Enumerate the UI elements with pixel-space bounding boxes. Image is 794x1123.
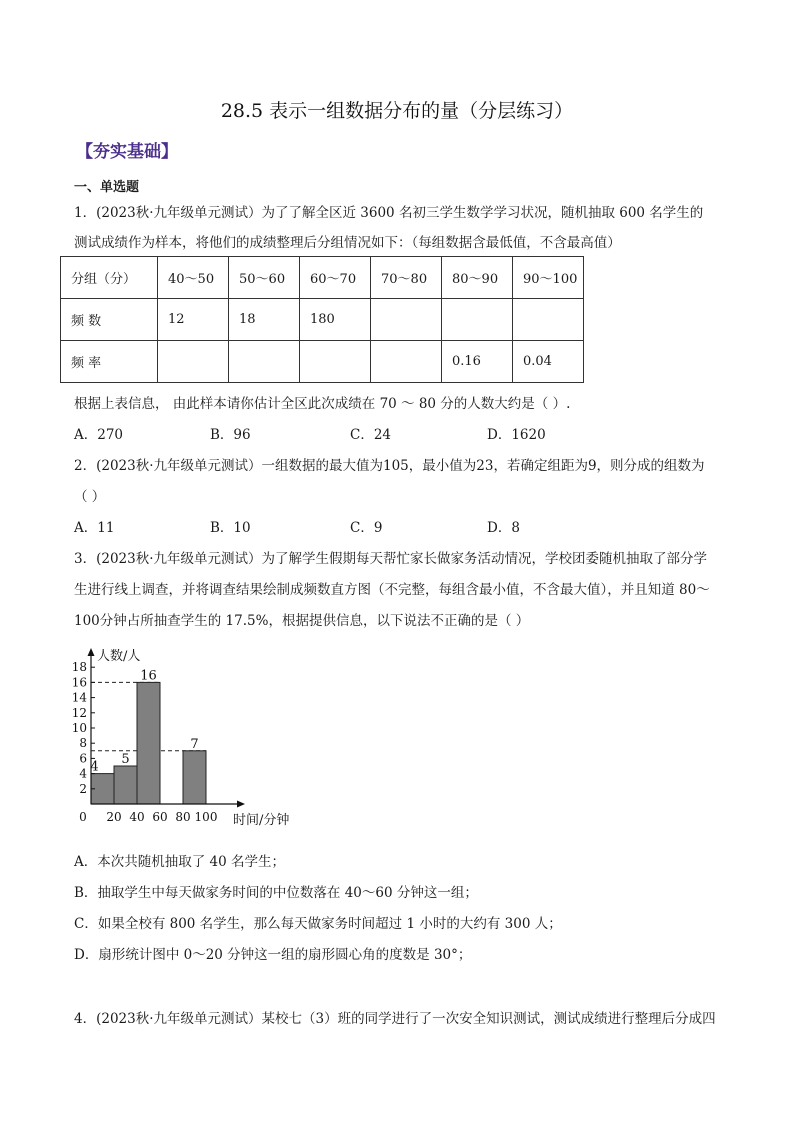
table-cell: 0.04 xyxy=(513,341,584,383)
q1-option-a: A．270 xyxy=(74,427,124,443)
table-cell: 70～80 xyxy=(371,257,442,299)
table-cell xyxy=(371,341,442,383)
x-tick-label: 20 xyxy=(106,810,122,824)
x-axis-title: 时间/分钟 xyxy=(233,813,290,828)
q3-option-c: C．如果全校有 800 名学生，那么每天做家务时间超过 1 小时的大约有 300 人； xyxy=(74,916,562,932)
q1-text-line-3: 根据上表信息， 由此样本请你估计全区此次成绩在 70 ～ 80 分的人数大约是（ ）. xyxy=(74,396,571,412)
subsection-heading: 一、单选题 xyxy=(74,180,140,195)
table-cell: 分组（分） xyxy=(61,257,158,299)
y-tick-label: 4 xyxy=(79,766,87,781)
table-cell xyxy=(442,299,513,341)
q3-text-line-3: 100分钟占所抽查学生的 17.5%，根据提供信息，以下说法不正确的是（ ） xyxy=(74,613,530,629)
y-tick-label: 2 xyxy=(79,781,87,796)
q3-option-b: B．抽取学生中每天做家务时间的中位数落在 40～60 分钟这一组； xyxy=(74,885,478,901)
bar-data-label: 5 xyxy=(121,752,130,767)
y-tick-label: 18 xyxy=(71,660,87,675)
table-cell: 18 xyxy=(229,299,300,341)
y-tick-label: 14 xyxy=(71,690,87,705)
table-cell xyxy=(513,299,584,341)
x-axis-arrow xyxy=(237,801,245,808)
histogram-bar xyxy=(137,682,160,804)
table-cell: 12 xyxy=(158,299,229,341)
q4-text-line-1: 4．(2023秋·九年级单元测试）某校七（3）班的同学进行了一次安全知识测试，测试成绩进行整理后分成四 xyxy=(74,1011,716,1027)
bar-data-label: 16 xyxy=(140,668,157,684)
table-cell xyxy=(229,341,300,383)
table-cell: 40～50 xyxy=(158,257,229,299)
table-cell xyxy=(158,341,229,383)
bar-data-label: 7 xyxy=(190,736,199,752)
q3-option-a: A．本次共随机抽取了 40 名学生； xyxy=(74,854,286,870)
y-tick-label: 16 xyxy=(71,675,87,690)
table-cell: 80～90 xyxy=(442,257,513,299)
table-cell: 频 率 xyxy=(61,341,158,383)
y-axis-arrow xyxy=(88,648,95,656)
q2-text-line-2: （ ） xyxy=(74,489,106,505)
table-cell: 频 数 xyxy=(61,299,158,341)
q1-text-line-2: 测试成绩作为样本，将他们的成绩整理后分组情况如下：（每组数据含最低值，不含最高值） xyxy=(74,235,621,251)
bar-data-label: 4 xyxy=(90,759,99,775)
y-axis-title: 人数/人 xyxy=(97,649,141,664)
table-cell: 60～70 xyxy=(300,257,371,299)
table-cell: 50～60 xyxy=(229,257,300,299)
table-row xyxy=(61,257,584,299)
table-row xyxy=(61,341,584,383)
q2-option-c: C．9 xyxy=(350,520,383,536)
table-cell xyxy=(371,299,442,341)
y-tick-label: 6 xyxy=(79,751,87,766)
y-tick-label: 12 xyxy=(71,705,87,720)
q1-option-d: D．1620 xyxy=(487,427,546,443)
y-tick-label: 10 xyxy=(71,721,87,735)
x-tick-label: 100 xyxy=(194,810,218,824)
q3-option-d: D．扇形统计图中 0～20 分钟这一组的扇形圆心角的度数是 30°； xyxy=(74,947,472,963)
q1-option-c: C．24 xyxy=(350,427,392,443)
x-tick-label: 60 xyxy=(152,810,168,824)
section-heading: 【夯实基础】 xyxy=(76,142,178,162)
frequency-table xyxy=(60,256,584,383)
x-tick-label: 80 xyxy=(175,810,191,824)
q2-option-d: D．8 xyxy=(487,520,520,536)
q2-text-line-1: 2．(2023秋·九年级单元测试）一组数据的最大值为105，最小值为23，若确定组距为9，则分成的组数为 xyxy=(74,458,705,474)
q1-option-b: B．96 xyxy=(210,427,251,443)
q3-text-line-2: 生进行线上调查，并将调查结果绘制成频数直方图（不完整，每组含最小值，不含最大值），并且知道 80～ xyxy=(74,582,710,598)
page-title: 28.5 表示一组数据分布的量（分层练习） xyxy=(220,100,574,122)
table-cell: 180 xyxy=(300,299,371,341)
q3-text-line-1: 3．(2023秋·九年级单元测试）为了解学生假期每天帮忙家长做家务活动情况，学校团委随机抽取了部分学 xyxy=(74,551,708,567)
q2-option-b: B．10 xyxy=(210,520,251,536)
table-cell: 90～100 xyxy=(513,257,584,299)
origin-label: 0 xyxy=(79,810,87,824)
x-tick-label: 40 xyxy=(129,810,145,824)
q2-option-a: A．11 xyxy=(74,520,115,536)
q1-text-line-1: 1．(2023秋·九年级单元测试）为了了解全区近 3600 名初三学生数学学习状况，随机抽取 600 名学生的 xyxy=(74,205,704,221)
table-row xyxy=(61,299,584,341)
y-tick-label: 8 xyxy=(79,736,87,751)
table-cell: 0.16 xyxy=(442,341,513,383)
histogram-chart xyxy=(64,640,294,830)
histogram-bar xyxy=(183,751,206,804)
table-cell xyxy=(300,341,371,383)
histogram-bar xyxy=(114,766,137,804)
